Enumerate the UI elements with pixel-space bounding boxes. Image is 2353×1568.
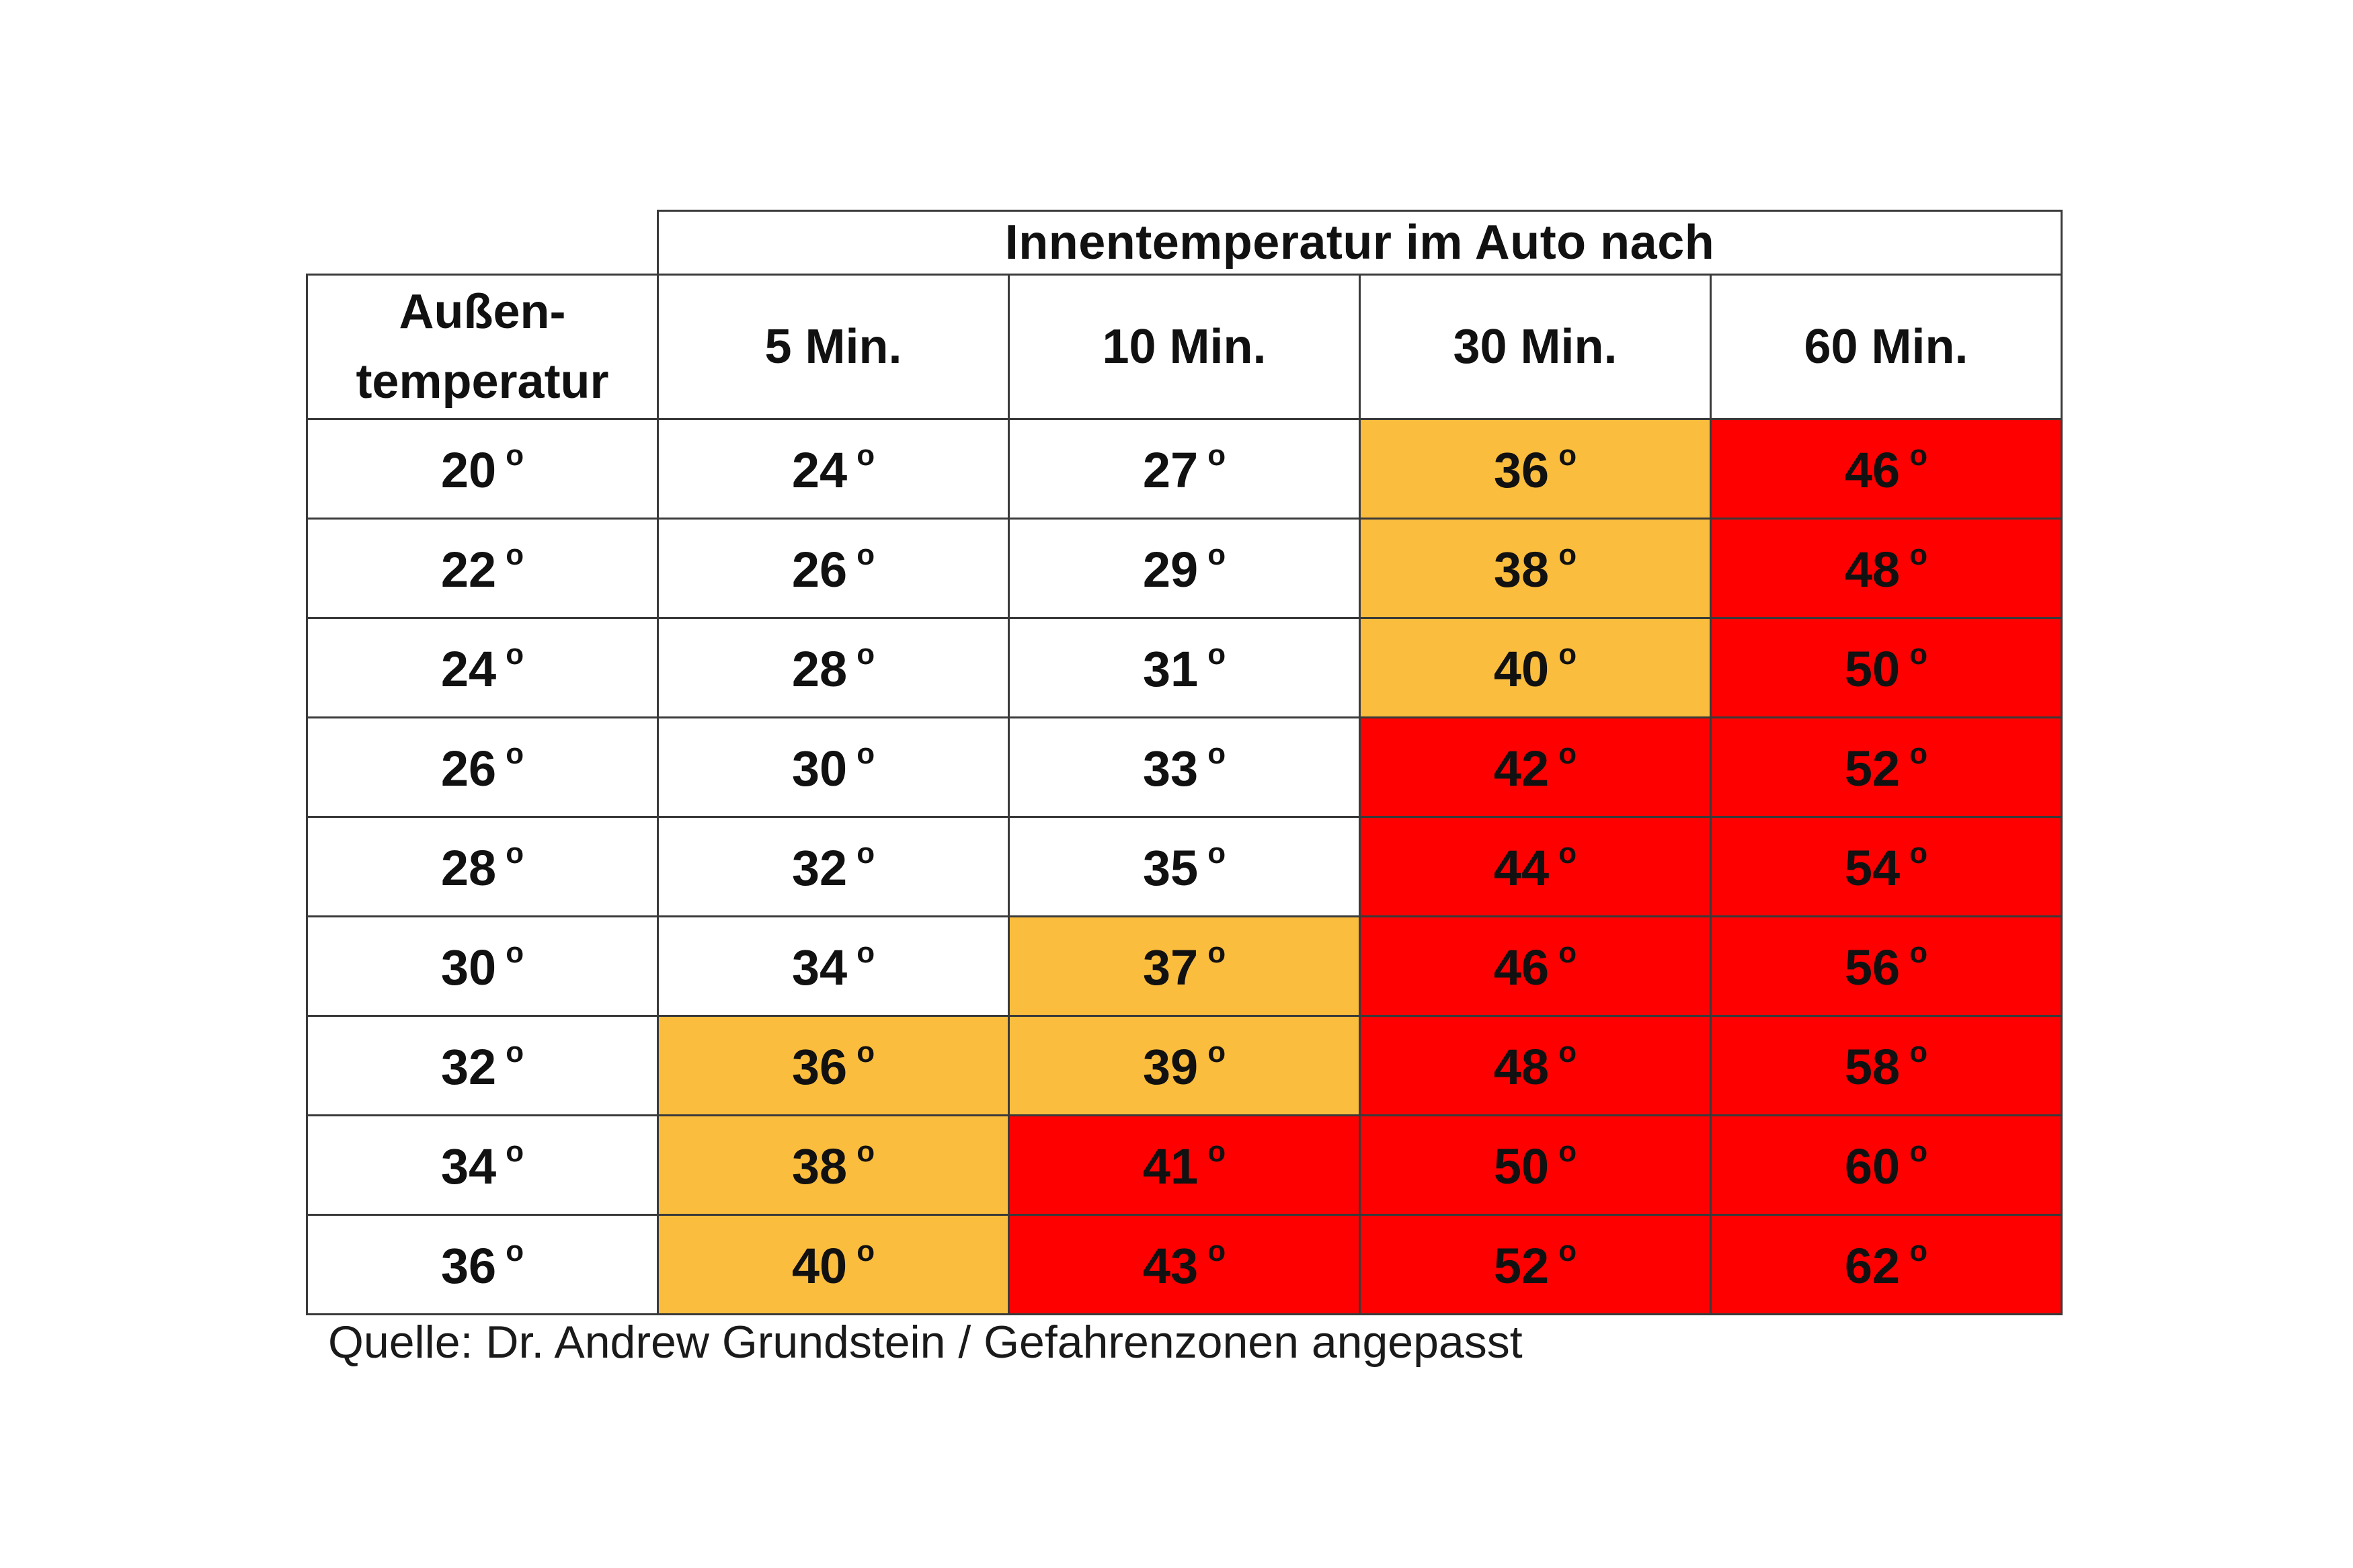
inside-temperature-cell [658,917,1009,1016]
degree-mark: o [1207,1036,1226,1069]
inside-temperature-cell [1711,917,2062,1016]
outside-temperature-cell [307,1215,658,1315]
inside-temperature-cell [1360,1016,1711,1116]
degree-mark: o [856,1036,875,1069]
degree-mark: o [1207,538,1226,571]
degree-mark: o [1909,538,1928,571]
table-title: Innentemperatur im Auto nach [658,211,2062,275]
inside-temperature-value: 58 [1844,1039,1901,1095]
inside-temperature-cell [1711,817,2062,917]
inside-temperature-value: 29 [1142,542,1199,597]
outside-temperature-value: 34 [440,1139,497,1194]
degree-mark: o [1558,638,1577,671]
inside-temperature-value: 31 [1142,641,1199,697]
inside-temperature-value: 48 [1844,542,1901,597]
column-header-30-min: 30 Min. [1360,275,1711,419]
inside-temperature-cell [1360,519,1711,618]
degree-mark: o [856,439,875,472]
inside-temperature-cell [1711,519,2062,618]
inside-temperature-cell [658,419,1009,519]
inside-temperature-cell [1009,917,1360,1016]
inside-temperature-value: 37 [1142,940,1199,995]
degree-mark: o [506,638,524,671]
inside-temperature-cell [658,618,1009,718]
degree-mark: o [1207,737,1226,770]
degree-mark: o [506,1036,524,1069]
inside-temperature-cell [1009,618,1360,718]
inside-temperature-value: 60 [1844,1139,1901,1194]
degree-mark: o [856,638,875,671]
inside-temperature-value: 46 [1844,442,1901,498]
degree-mark: o [856,837,875,870]
inside-temperature-cell [1360,817,1711,917]
degree-mark: o [506,538,524,571]
inside-temperature-value: 54 [1844,840,1901,896]
inside-temperature-value: 30 [791,741,848,796]
inside-temperature-value: 40 [1493,641,1550,697]
row-header-line-2: temperatur [356,355,609,409]
inside-temperature-value: 44 [1493,840,1550,896]
heat-table-container [306,210,2061,1312]
degree-mark: o [506,737,524,770]
inside-temperature-value: 34 [791,940,848,995]
degree-mark: o [1207,936,1226,969]
inside-temperature-cell [1009,419,1360,519]
outside-temperature-cell [307,1016,658,1116]
degree-mark: o [1909,1235,1928,1268]
car-temperature-table [306,210,2063,1315]
inside-temperature-cell [1360,917,1711,1016]
table-row [307,618,2062,718]
degree-mark: o [1558,538,1577,571]
inside-temperature-cell [1360,1215,1711,1315]
degree-mark: o [856,737,875,770]
outside-temperature-cell [307,618,658,718]
inside-temperature-cell [1711,1116,2062,1215]
inside-temperature-value: 36 [791,1039,848,1095]
inside-temperature-cell [1360,419,1711,519]
inside-temperature-value: 41 [1142,1139,1199,1194]
degree-mark: o [506,439,524,472]
column-header-5-min: 5 Min. [658,275,1009,419]
inside-temperature-value: 27 [1142,442,1199,498]
outside-temperature-value: 20 [440,442,497,498]
inside-temperature-value: 62 [1844,1238,1901,1294]
inside-temperature-value: 39 [1142,1039,1199,1095]
degree-mark: o [1909,1135,1928,1168]
inside-temperature-value: 50 [1844,641,1901,697]
inside-temperature-value: 32 [791,840,848,896]
degree-mark: o [1909,837,1928,870]
degree-mark: o [506,1235,524,1268]
degree-mark: o [856,1135,875,1168]
degree-mark: o [1909,439,1928,472]
inside-temperature-value: 50 [1493,1139,1550,1194]
column-header-row [307,275,2062,419]
inside-temperature-value: 24 [791,442,848,498]
degree-mark: o [1909,936,1928,969]
inside-temperature-cell [1009,718,1360,817]
degree-mark: o [1558,1036,1577,1069]
outside-temperature-value: 28 [440,840,497,896]
degree-mark: o [856,936,875,969]
inside-temperature-value: 52 [1493,1238,1550,1294]
inside-temperature-value: 48 [1493,1039,1550,1095]
inside-temperature-value: 40 [791,1238,848,1294]
outside-temperature-cell [307,917,658,1016]
degree-mark: o [506,936,524,969]
table-row [307,817,2062,917]
inside-temperature-cell [1009,1016,1360,1116]
degree-mark: o [506,1135,524,1168]
outside-temperature-value: 26 [440,741,497,796]
inside-temperature-cell [1009,1116,1360,1215]
inside-temperature-cell [1009,1215,1360,1315]
inside-temperature-cell [1009,519,1360,618]
inside-temperature-cell [1360,718,1711,817]
inside-temperature-value: 36 [1493,442,1550,498]
degree-mark: o [1909,1036,1928,1069]
inside-temperature-cell [1711,1215,2062,1315]
degree-mark: o [506,837,524,870]
table-body [307,211,2062,1315]
corner-blank-cell [307,211,658,275]
inside-temperature-value: 35 [1142,840,1199,896]
degree-mark: o [1558,837,1577,870]
row-header-label [307,275,658,419]
table-row [307,419,2062,519]
inside-temperature-cell [658,519,1009,618]
table-row [307,1215,2062,1315]
inside-temperature-cell [658,817,1009,917]
degree-mark: o [1207,439,1226,472]
outside-temperature-value: 24 [440,641,497,697]
table-row [307,718,2062,817]
inside-temperature-value: 56 [1844,940,1901,995]
degree-mark: o [1909,737,1928,770]
degree-mark: o [1558,1135,1577,1168]
inside-temperature-value: 46 [1493,940,1550,995]
degree-mark: o [1558,737,1577,770]
outside-temperature-cell [307,519,658,618]
inside-temperature-value: 43 [1142,1238,1199,1294]
outside-temperature-value: 30 [440,940,497,995]
degree-mark: o [1207,1235,1226,1268]
inside-temperature-value: 42 [1493,741,1550,796]
inside-temperature-cell [658,718,1009,817]
inside-temperature-cell [1711,1016,2062,1116]
degree-mark: o [1909,638,1928,671]
column-header-60-min: 60 Min. [1711,275,2062,419]
outside-temperature-cell [307,817,658,917]
table-row [307,519,2062,618]
source-caption: Quelle: Dr. Andrew Grundstein / Gefahrenzonen angepasst [328,1317,1523,1368]
degree-mark: o [856,1235,875,1268]
degree-mark: o [1207,1135,1226,1168]
outside-temperature-value: 22 [440,542,497,597]
group-header-row [307,211,2062,275]
inside-temperature-cell [658,1016,1009,1116]
outside-temperature-value: 36 [440,1238,497,1294]
inside-temperature-cell [658,1215,1009,1315]
inside-temperature-cell [1711,718,2062,817]
row-header-line-1: Außen- [399,285,566,339]
degree-mark: o [1207,638,1226,671]
column-header-10-min: 10 Min. [1009,275,1360,419]
outside-temperature-cell [307,419,658,519]
inside-temperature-cell [1360,618,1711,718]
table-row [307,917,2062,1016]
inside-temperature-value: 38 [1493,542,1550,597]
degree-mark: o [1558,439,1577,472]
outside-temperature-value: 32 [440,1039,497,1095]
inside-temperature-cell [1360,1116,1711,1215]
inside-temperature-value: 33 [1142,741,1199,796]
inside-temperature-value: 38 [791,1139,848,1194]
degree-mark: o [1207,837,1226,870]
degree-mark: o [1558,1235,1577,1268]
table-row [307,1116,2062,1215]
table-row [307,1016,2062,1116]
inside-temperature-value: 28 [791,641,848,697]
inside-temperature-value: 26 [791,542,848,597]
outside-temperature-cell [307,1116,658,1215]
degree-mark: o [1558,936,1577,969]
inside-temperature-cell [658,1116,1009,1215]
inside-temperature-cell [1711,419,2062,519]
degree-mark: o [856,538,875,571]
inside-temperature-cell [1009,817,1360,917]
inside-temperature-value: 52 [1844,741,1901,796]
inside-temperature-cell [1711,618,2062,718]
outside-temperature-cell [307,718,658,817]
